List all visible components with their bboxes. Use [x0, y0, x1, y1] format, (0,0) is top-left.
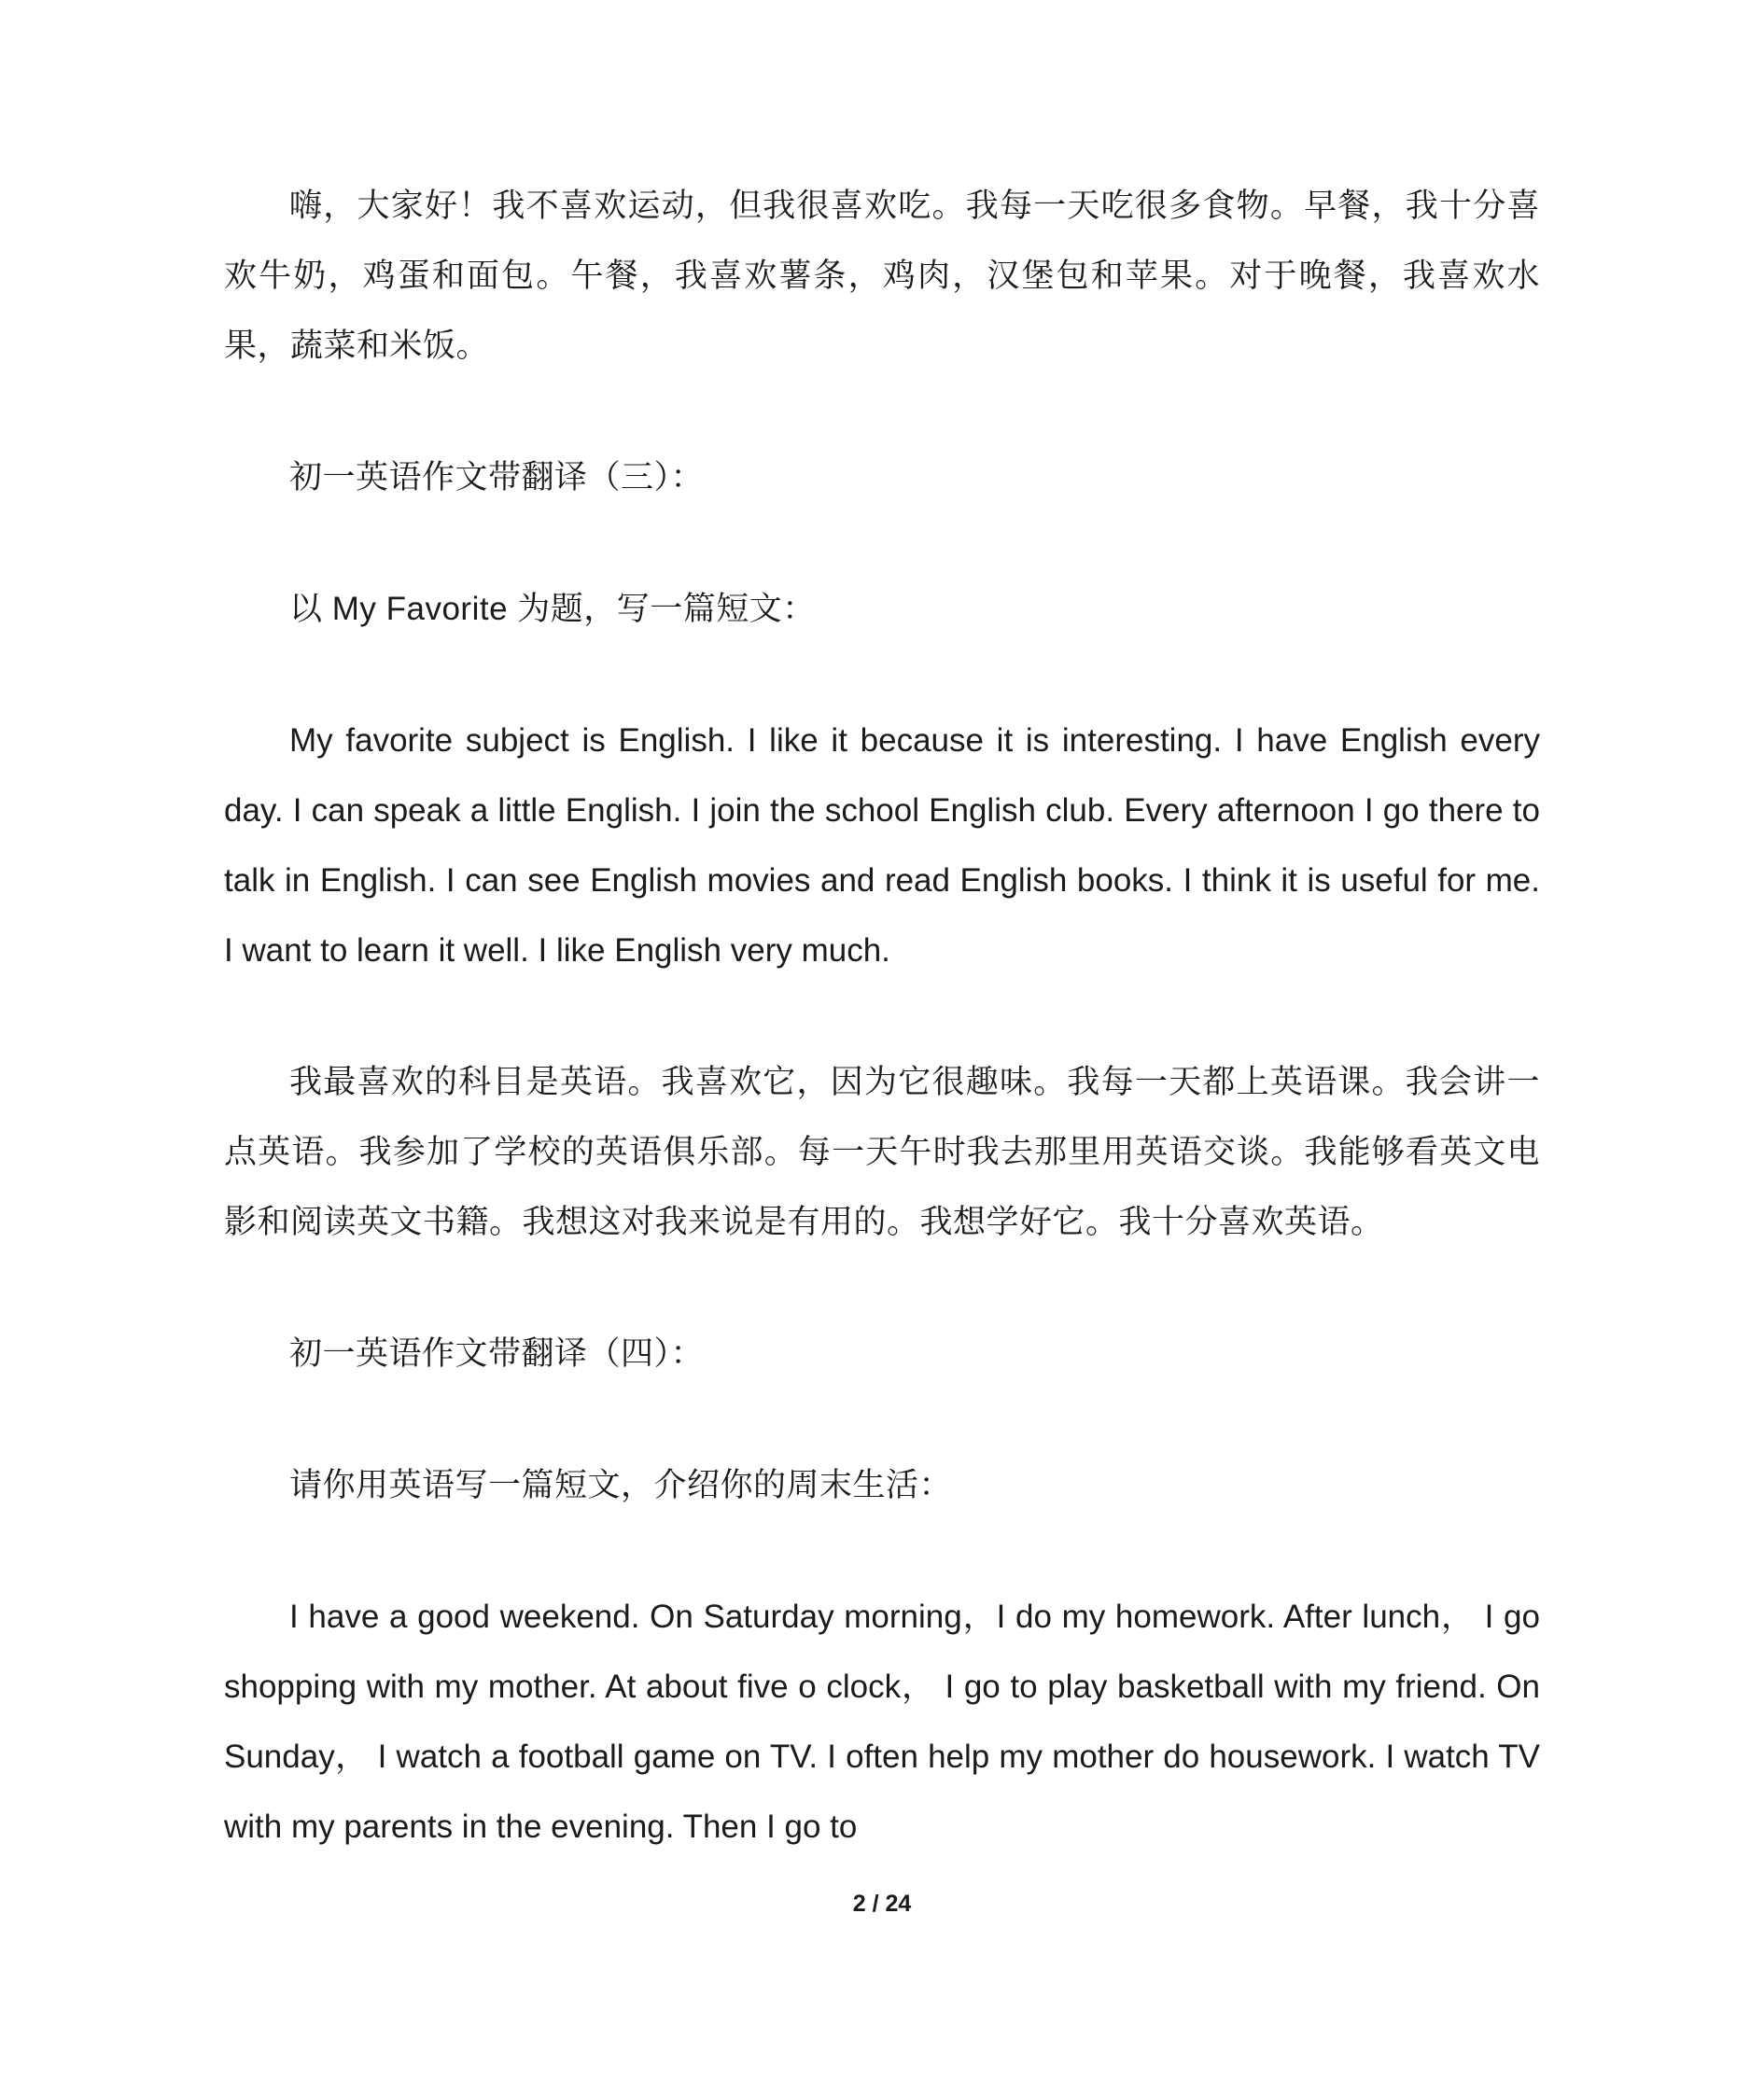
- paragraph-english-favorite-subject: My favorite subject is English. I like it because it is interesting. I have English every day. I can speak a little English. I join the school English club. Every afternoon I go there to talk in English. I can see English movies and read English books. I think it is useful for me. I want to learn it well. I like English very much.: [224, 722, 1540, 969]
- paragraph-english-good-weekend: I have a good weekend. On Saturday morning，I do my homework. After lunch， I go shopping with my mother. At about five o clock， I go to play basketball with my friend. On Sunday， I watch a football game on TV. I often help my mother do housework. I watch TV with my parents in the evening. Then I go to: [224, 1599, 1540, 1845]
- section-heading-essay-4: 初一英语作文带翻译（四）：: [289, 1335, 705, 1372]
- paragraph-prompt-my-favorite: 以 My Favorite 为题，写一篇短文：: [289, 591, 816, 627]
- paragraph-chinese-favorite-subject-translation: 我最喜欢的科目是英语。我喜欢它，因为它很趣味。我每一天都上英语课。我会讲一点英语。我参加了学校的英语俱乐部。每一天午时我去那里用英语交谈。我能够看英文电影和阅读英文书籍。我想这对我来说是有用的。我想学好它。我十分喜欢英语。: [224, 1064, 1540, 1240]
- paragraph-prompt-weekend-life: 请你用英语写一篇短文，介绍你的周末生活：: [289, 1467, 953, 1503]
- document-content: [224, 171, 1540, 1862]
- section-heading-essay-3: 初一英语作文带翻译（三）：: [289, 459, 705, 496]
- page-number: 2 / 24: [852, 1891, 912, 1917]
- paragraph-breakfast-translation: 嗨，大家好！我不喜欢运动，但我很喜欢吃。我每一天吃很多食物。早餐，我十分喜欢牛奶，鸡蛋和面包。午餐，我喜欢薯条，鸡肉，汉堡包和苹果。对于晚餐，我喜欢水果，蔬菜和米饭。: [224, 188, 1540, 364]
